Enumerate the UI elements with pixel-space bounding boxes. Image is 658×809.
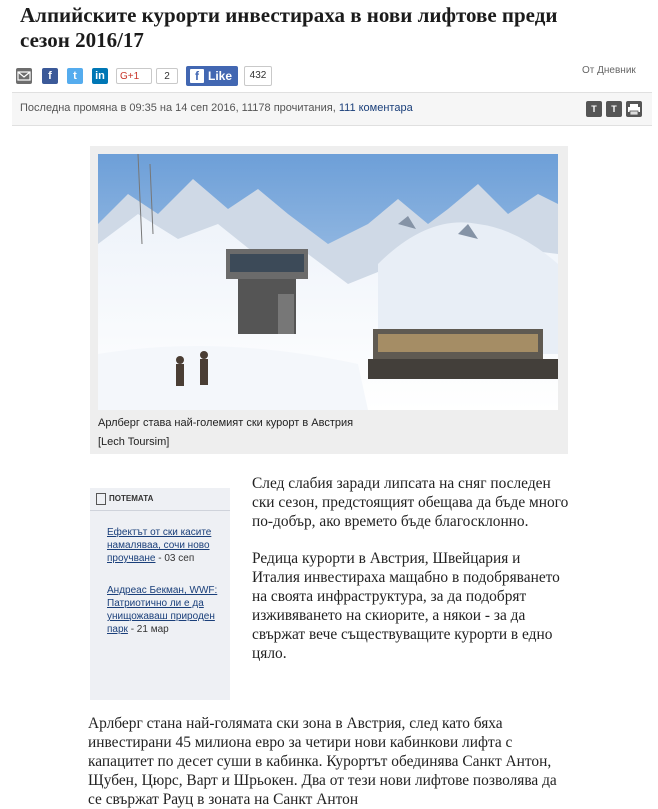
facebook-like-button[interactable]	[186, 66, 238, 86]
article-lead	[252, 474, 572, 681]
facebook-icon[interactable]: f	[42, 68, 58, 84]
related-item-link[interactable]: Ефектът от ски касите намаляваа, сочи ново проучване	[107, 527, 212, 564]
facebook-icon: f	[190, 69, 204, 83]
article-title: Алпийските курорти инвестираха в нови лифтове преди сезон 2016/17	[20, 3, 558, 52]
article-body: Арлберг стана най-голямата ски зона в Австрия, след като бяха инвестирани 45 милиона евро за четири нови кабинкови лифта с капацитет по десет суши в кабинка. Курортът обединява Санкт Антон, Щубен, Цюрс, Варт и Шрьокен. Два от тези нови лифтове позволява да се свържат Рауц в зоната на Санкт Антон	[88, 715, 557, 808]
font-decrease-button[interactable]: T	[586, 101, 602, 117]
comments-link[interactable]: 111 коментара	[338, 102, 413, 114]
twitter-icon[interactable]: t	[67, 68, 83, 84]
figure-credit: [Lech Toursim]	[98, 436, 170, 448]
related-header	[90, 488, 230, 511]
lead-paragraph: Редица курорти в Австрия, Швейцария и Италия инвестираха мащабно в подобряването на своята инфраструктура, за да подобрят изживяването на скиорите, а някои - за да свържат вече съществуващите курорти в едно цяло.	[252, 550, 560, 662]
article-figure	[90, 146, 568, 454]
article-meta-bar	[12, 92, 652, 126]
print-icon[interactable]	[626, 101, 642, 117]
font-increase-button[interactable]: T	[606, 101, 622, 117]
figure-caption: Арлберг става най-големият ски курорт в Австрия	[98, 417, 354, 429]
lead-paragraph: След слабия заради липсата на сняг последен ски сезон, предстоящият обещава да бъде много по-добър, ако времето бъде благосклонно.	[252, 475, 569, 530]
related-box	[90, 488, 230, 700]
article-source: От Дневник	[582, 65, 636, 76]
ski-resort-photo	[98, 154, 558, 410]
related-item	[107, 584, 222, 636]
article-meta	[20, 102, 413, 114]
google-plus-button[interactable]: G+1	[116, 68, 152, 84]
facebook-like-label: Like	[208, 69, 233, 83]
meta-text: Последна промяна в 09:35 на 14 сеп 2016, 11178 прочитания,	[20, 102, 339, 114]
linkedin-icon[interactable]: in	[92, 68, 108, 84]
google-plus-count: 2	[156, 68, 178, 84]
facebook-like-count: 432	[244, 66, 272, 86]
related-item-date: - 21 мар	[127, 624, 169, 635]
related-item-link[interactable]: Андреас Бекман, WWF: Патриотично ли е да унищожаваш природен парк	[107, 585, 218, 635]
document-icon	[96, 493, 106, 505]
related-item-date: - 03 сеп	[155, 553, 195, 564]
email-icon[interactable]	[16, 68, 32, 84]
related-header-label: ПОТЕМАТА	[109, 494, 154, 503]
related-item	[107, 526, 222, 565]
